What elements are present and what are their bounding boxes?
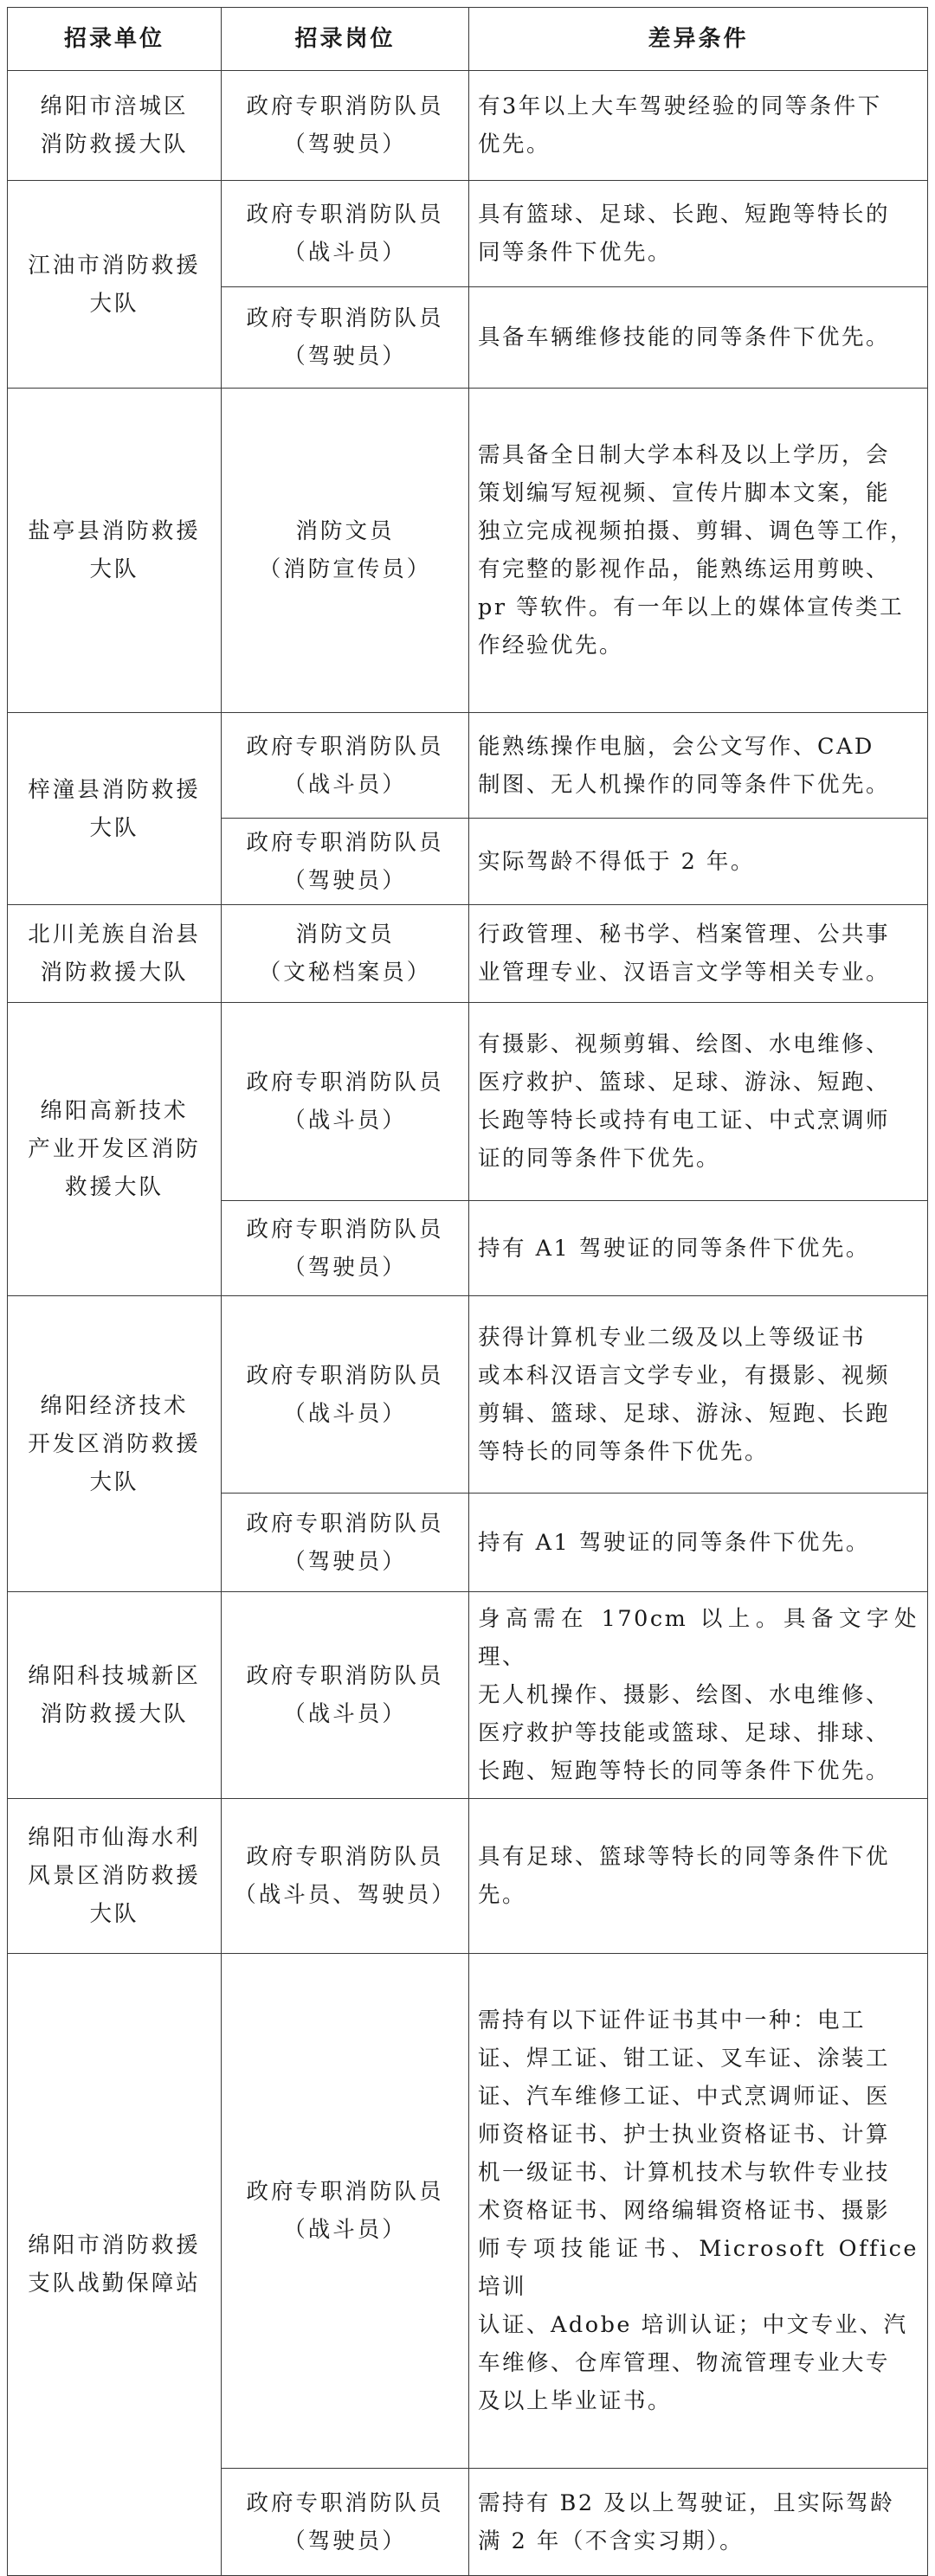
unit-cell — [8, 713, 222, 905]
unit-cell — [8, 181, 222, 389]
condition-line: 术资格证书、网络编辑资格证书、摄影 — [478, 2198, 891, 2224]
post-line: 政府专职消防队员 — [246, 1510, 444, 1537]
unit-line: 盐亭县消防救援 — [28, 518, 201, 544]
condition-line: 实际驾龄不得低于 2 年。 — [478, 848, 755, 875]
header-unit: 招录单位 — [8, 8, 222, 71]
post-line: 政府专职消防队员 — [246, 2489, 444, 2516]
post-line: 政府专职消防队员 — [246, 1216, 444, 1243]
post-line: （战斗员） — [283, 1108, 407, 1134]
unit-cell — [8, 71, 222, 181]
post-cell — [222, 1799, 469, 1954]
condition-line: 有3年以上大车驾驶经验的同等条件下 — [478, 93, 882, 119]
condition-line: 剪辑、篮球、足球、游泳、短跑、长跑 — [478, 1400, 891, 1427]
condition-line: 需持有 B2 及以上驾驶证，且实际驾龄 — [478, 2489, 895, 2516]
condition-line: 医疗救护、篮球、足球、游泳、短跑、 — [478, 1070, 891, 1095]
condition-line: 需具备全日制大学本科及以上学历，会 — [478, 442, 891, 468]
unit-line: 消防救援大队 — [40, 132, 189, 157]
post-line: 政府专职消防队员 — [246, 1844, 444, 1870]
unit-cell — [8, 1799, 222, 1954]
post-line: 政府专职消防队员 — [246, 1070, 444, 1095]
recruitment-table — [7, 7, 928, 2576]
condition-cell — [469, 1592, 928, 1799]
condition-line: 身高需在 170cm 以上。具备文字处理、 — [478, 1606, 919, 1670]
unit-line: 消防救援大队 — [40, 1701, 189, 1727]
post-line: （驾驶员） — [283, 1254, 407, 1281]
condition-line: 证、汽车维修工证、中式烹调师证、医 — [478, 2084, 891, 2110]
post-line: （驾驶员） — [283, 867, 407, 894]
header-post: 招录岗位 — [222, 8, 469, 71]
post-cell — [222, 1494, 469, 1592]
post-line: （驾驶员） — [283, 344, 407, 369]
condition-cell — [469, 1954, 928, 2469]
post-line: （消防宣传员） — [258, 556, 432, 582]
unit-line: 产业开发区消防 — [28, 1136, 201, 1162]
post-cell — [222, 713, 469, 819]
condition-line: 制图、无人机操作的同等条件下优先。 — [478, 771, 891, 798]
condition-line: 获得计算机专业二级及以上等级证书 — [478, 1324, 867, 1351]
condition-cell — [469, 713, 928, 819]
condition-line: 证、焊工证、钳工证、叉车证、涂装工 — [478, 2046, 891, 2072]
condition-cell — [469, 1296, 928, 1494]
unit-line: 江油市消防救援 — [28, 252, 201, 279]
post-cell — [222, 2469, 469, 2576]
table-row — [8, 1592, 928, 1799]
post-cell — [222, 1201, 469, 1296]
condition-cell — [469, 905, 928, 1003]
table-row — [8, 1003, 928, 1201]
unit-cell — [8, 905, 222, 1003]
post-line: （战斗员） — [283, 1701, 407, 1727]
post-line: （驾驶员） — [283, 132, 407, 157]
post-line: 政府专职消防队员 — [246, 1362, 444, 1389]
post-line: （战斗员） — [283, 771, 407, 798]
unit-line: 大队 — [89, 290, 139, 317]
condition-cell — [469, 819, 928, 905]
condition-cell — [469, 1494, 928, 1592]
post-line: 政府专职消防队员 — [246, 1663, 444, 1689]
recruitment-table-sheet — [7, 7, 927, 2576]
condition-line: 能熟练操作电脑，会公文写作、CAD — [478, 733, 874, 760]
post-cell — [222, 71, 469, 181]
table-row — [8, 1799, 928, 1954]
table-row — [8, 389, 928, 713]
unit-line: 梓潼县消防救援 — [28, 776, 201, 803]
condition-line: 行政管理、秘书学、档案管理、公共事 — [478, 922, 891, 948]
post-cell — [222, 819, 469, 905]
condition-line: 需持有以下证件证书其中一种：电工 — [478, 2007, 867, 2033]
unit-line: 北川羌族自治县 — [28, 922, 201, 948]
table-row — [8, 181, 928, 287]
unit-line: 大队 — [89, 1901, 139, 1927]
unit-line: 大队 — [89, 1468, 139, 1495]
unit-cell — [8, 1003, 222, 1296]
post-cell — [222, 1954, 469, 2469]
post-cell — [222, 181, 469, 287]
post-line: （驾驶员） — [283, 2528, 407, 2554]
table-body — [8, 71, 928, 2576]
condition-line: 医疗救护等技能或篮球、足球、排球、 — [478, 1720, 891, 1746]
condition-line: 策划编写短视频、宣传片脚本文案，能 — [478, 480, 891, 506]
post-line: 政府专职消防队员 — [246, 305, 444, 331]
post-line: 政府专职消防队员 — [246, 733, 444, 760]
unit-line: 大队 — [89, 814, 139, 841]
condition-line: 师资格证书、护士执业资格证书、计算 — [478, 2122, 891, 2148]
unit-line: 开发区消防救援 — [28, 1430, 201, 1457]
header-condition: 差异条件 — [469, 8, 928, 71]
table-row — [8, 71, 928, 181]
condition-line: 同等条件下优先。 — [478, 240, 673, 266]
condition-line: 持有 A1 驾驶证的同等条件下优先。 — [478, 1529, 870, 1556]
condition-cell — [469, 389, 928, 713]
condition-line: 作经验优先。 — [478, 633, 624, 658]
condition-line: 具有足球、篮球等特长的同等条件下优 — [478, 1844, 891, 1870]
post-line: （战斗员、驾驶员） — [234, 1882, 456, 1908]
post-line: （文秘档案员） — [258, 960, 432, 986]
unit-line: 大队 — [89, 556, 139, 582]
table-row — [8, 1954, 928, 2469]
post-cell — [222, 905, 469, 1003]
unit-line: 救援大队 — [64, 1174, 164, 1200]
post-line: 政府专职消防队员 — [246, 93, 444, 119]
table-row — [8, 1296, 928, 1494]
condition-cell — [469, 1799, 928, 1954]
condition-line: 有摄影、视频剪辑、绘图、水电维修、 — [478, 1031, 891, 1057]
unit-cell — [8, 389, 222, 713]
unit-cell — [8, 1954, 222, 2576]
condition-line: 长跑、短跑等特长的同等条件下优先。 — [478, 1758, 891, 1784]
unit-line: 绵阳科技城新区 — [28, 1663, 201, 1689]
post-line: 政府专职消防队员 — [246, 829, 444, 856]
condition-line: 具有篮球、足球、长跑、短跑等特长的 — [478, 202, 891, 228]
unit-line: 支队战勤保障站 — [28, 2271, 201, 2297]
unit-line: 消防救援大队 — [40, 960, 189, 986]
post-cell — [222, 1003, 469, 1201]
condition-line: 及以上毕业证书。 — [478, 2388, 673, 2414]
condition-cell — [469, 71, 928, 181]
condition-line: pr 等软件。有一年以上的媒体宣传类工 — [478, 594, 905, 620]
condition-line: 具备车辆维修技能的同等条件下优先。 — [478, 324, 891, 350]
condition-cell — [469, 1201, 928, 1296]
table-row — [8, 905, 928, 1003]
unit-line: 绵阳高新技术 — [40, 1098, 189, 1124]
unit-cell — [8, 1296, 222, 1592]
condition-line: 满 2 年（不含实习期）。 — [478, 2528, 745, 2554]
condition-line: 机一级证书、计算机技术与软件专业技 — [478, 2160, 891, 2186]
post-line: 消防文员 — [295, 518, 395, 544]
unit-line: 风景区消防救援 — [28, 1863, 201, 1889]
condition-line: 业管理专业、汉语言文学等相关专业。 — [478, 960, 891, 986]
unit-line: 绵阳经济技术 — [40, 1392, 189, 1419]
post-cell — [222, 1592, 469, 1799]
unit-cell — [8, 1592, 222, 1799]
condition-line: 有完整的影视作品，能熟练运用剪映、 — [478, 556, 891, 582]
condition-line: 师专项技能证书、Microsoft Office 培训 — [478, 2236, 919, 2300]
condition-line: 或本科汉语言文学专业，有摄影、视频 — [478, 1362, 891, 1389]
post-line: （战斗员） — [283, 240, 407, 266]
condition-cell — [469, 287, 928, 389]
unit-line: 绵阳市涪城区 — [40, 93, 189, 119]
post-cell — [222, 389, 469, 713]
condition-line: 持有 A1 驾驶证的同等条件下优先。 — [478, 1235, 870, 1262]
condition-line: 先。 — [478, 1882, 527, 1908]
condition-line: 无人机操作、摄影、绘图、水电维修、 — [478, 1682, 891, 1708]
condition-line: 认证、Adobe 培训认证；中文专业、汽 — [478, 2312, 908, 2338]
post-line: 政府专职消防队员 — [246, 202, 444, 228]
unit-line: 绵阳市消防救援 — [28, 2232, 201, 2258]
table-row — [8, 713, 928, 819]
condition-line: 车维修、仓库管理、物流管理专业大专 — [478, 2350, 891, 2376]
unit-line: 绵阳市仙海水利 — [28, 1825, 201, 1851]
post-line: （驾驶员） — [283, 1548, 407, 1575]
post-line: （战斗员） — [283, 1400, 407, 1427]
table-header-row — [8, 8, 928, 71]
condition-line: 优先。 — [478, 132, 551, 157]
condition-cell — [469, 1003, 928, 1201]
post-line: （战斗员） — [283, 2217, 407, 2243]
condition-cell — [469, 181, 928, 287]
post-cell — [222, 287, 469, 389]
condition-line: 证的同等条件下优先。 — [478, 1146, 721, 1172]
condition-line: 长跑等特长或持有电工证、中式烹调师 — [478, 1108, 891, 1134]
condition-line: 独立完成视频拍摄、剪辑、调色等工作， — [478, 518, 915, 544]
post-cell — [222, 1296, 469, 1494]
condition-line: 等特长的同等条件下优先。 — [478, 1438, 770, 1465]
post-line: 消防文员 — [295, 922, 395, 948]
condition-cell — [469, 2469, 928, 2576]
post-line: 政府专职消防队员 — [246, 2179, 444, 2205]
